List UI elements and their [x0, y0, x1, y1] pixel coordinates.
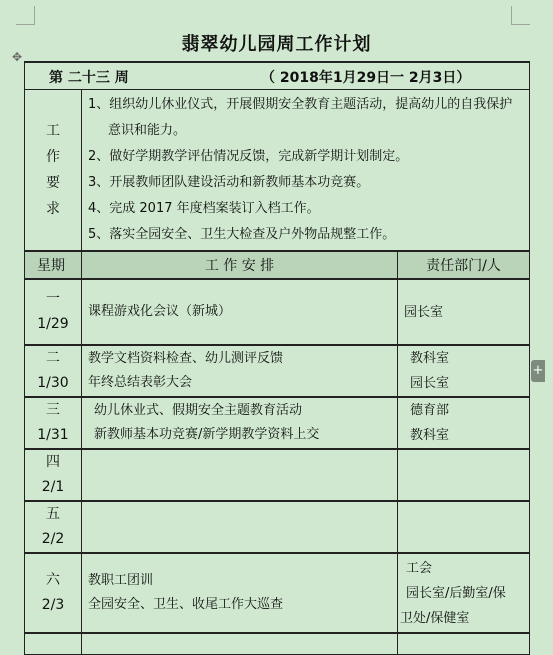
task-cell: 课程游戏化会议（新城） — [82, 279, 398, 345]
schedule-row-thu — [25, 449, 530, 501]
requirements-list — [82, 90, 530, 252]
week-row — [25, 62, 530, 90]
header-dept: 责任部门/人 — [398, 251, 530, 279]
day-cell: 二 1/30 — [25, 345, 82, 397]
schedule-row-fri — [25, 501, 530, 553]
crop-mark-top-left — [16, 6, 35, 25]
requirement-item: 4、完成 2017 年度档案装订入档工作。 — [88, 201, 320, 216]
requirement-item: 5、落实全园安全、卫生大检查及户外物品规整工作。 — [88, 227, 396, 242]
header-day: 星期 — [25, 251, 82, 279]
day-cell: 五 2/2 — [25, 501, 82, 553]
dept-cell: 园长室 — [398, 279, 530, 345]
add-column-plus-icon[interactable]: + — [531, 360, 545, 382]
header-task: 工 作 安 排 — [82, 251, 398, 279]
week-date-range: （ 2018年1月29日一 2月3日） — [261, 70, 471, 86]
table-move-handle-icon[interactable]: ✥ — [11, 50, 23, 64]
task-cell: 教职工团训 全园安全、卫生、收尾工作大巡查 — [82, 553, 398, 633]
day-cell: 三 1/31 — [25, 397, 82, 449]
schedule-row-extra — [25, 633, 530, 655]
task-cell: 幼儿休业式、假期安全主题教育活动 新教师基本功竞赛/新学期教学资料上交 — [82, 397, 398, 449]
document-title: 翡翠幼儿园周工作计划 — [181, 34, 372, 55]
task-cell[interactable] — [82, 501, 398, 553]
task-cell[interactable] — [82, 449, 398, 501]
day-cell[interactable] — [25, 633, 82, 655]
day-cell: 一 1/29 — [25, 279, 82, 345]
day-cell: 六 2/3 — [25, 553, 82, 633]
crop-mark-top-right — [511, 6, 530, 25]
schedule-row-sat — [25, 553, 530, 633]
schedule-header-row — [25, 251, 530, 279]
dept-cell[interactable] — [398, 449, 530, 501]
requirement-item: 3、开展教师团队建设活动和新教师基本功竞赛。 — [88, 175, 370, 190]
schedule-row-mon — [25, 279, 530, 345]
week-number: 第 二十三 周 — [49, 70, 129, 86]
requirements-label: 工 作 要 求 — [25, 90, 82, 252]
schedule-row-wed — [25, 397, 530, 449]
dept-cell: 工会 园长室/后勤室/保 卫处/保健室 — [398, 553, 530, 633]
dept-cell: 教科室 园长室 — [398, 345, 530, 397]
schedule-row-tue — [25, 345, 530, 397]
task-cell: 教学文档资料检查、幼儿测评反馈 年终总结表彰大会 — [82, 345, 398, 397]
dept-cell[interactable] — [398, 633, 530, 655]
task-cell[interactable] — [82, 633, 398, 655]
weekly-plan-table — [24, 61, 530, 655]
day-cell: 四 2/1 — [25, 449, 82, 501]
requirement-item: 2、做好学期教学评估情况反馈，完成新学期计划制定。 — [88, 149, 409, 164]
requirements-row — [25, 90, 530, 252]
dept-cell[interactable] — [398, 501, 530, 553]
dept-cell: 德育部 教科室 — [398, 397, 530, 449]
requirement-item: 1、组织幼儿休业仪式，开展假期安全教育主题活动，提高幼儿的自我保护 意识和能力。 — [88, 97, 513, 138]
